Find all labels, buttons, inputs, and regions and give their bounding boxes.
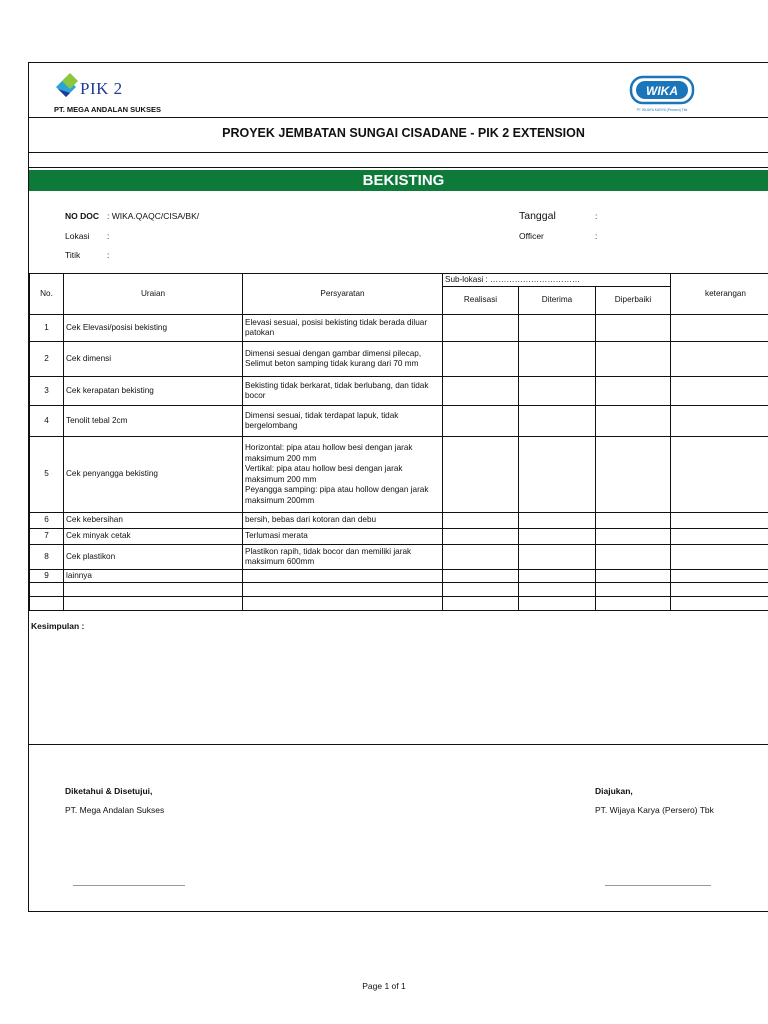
form-frame	[28, 62, 768, 912]
row-persyaratan: Horizontal: pipa atau hollow besi dengan jarak maksimum 200 mm Vertikal: pipa atau hollow besi dengan jarak maksimum 200 mm Peyangga samping: pipa atau hollow dengan jarak maksimum 200mm	[243, 437, 443, 513]
form-title-bar: BEKISTING	[29, 170, 768, 191]
row-keterangan-cell[interactable]	[671, 315, 768, 342]
row-persyaratan: Dimensi sesuai dengan gambar dimensi pilecap, Selimut beton samping tidak kurang dari 70 mm	[243, 342, 443, 377]
row-diperbaiki-cell[interactable]	[596, 570, 671, 583]
row-diterima-cell[interactable]	[519, 513, 596, 529]
row-no: 7	[30, 529, 64, 545]
company-left-name: PT. MEGA ANDALAN SUKSES	[54, 105, 161, 114]
row-uraian: Tenolit tebal 2cm	[64, 406, 243, 437]
row-persyaratan: Elevasi sesuai, posisi bekisting tidak berada diluar patokan	[243, 315, 443, 342]
row-realisasi-cell[interactable]	[443, 437, 519, 513]
row-no: 1	[30, 315, 64, 342]
header-diperbaiki: Diperbaiki	[596, 287, 671, 315]
row-diterima-cell[interactable]	[519, 545, 596, 570]
row-persyaratan: Terlumasi merata	[243, 529, 443, 545]
divider	[29, 167, 768, 168]
row-diterima-cell[interactable]	[519, 570, 596, 583]
row-diperbaiki-cell[interactable]	[596, 545, 671, 570]
row-uraian: Cek kebersihan	[64, 513, 243, 529]
table-row	[30, 342, 768, 377]
checklist-table	[29, 273, 768, 611]
row-diperbaiki-cell[interactable]	[596, 437, 671, 513]
row-persyaratan: Dimensi sesuai, tidak terdapat lapuk, tidak bergelombang	[243, 406, 443, 437]
table-row	[30, 513, 768, 529]
table-row	[30, 406, 768, 437]
row-diterima-cell[interactable]	[519, 529, 596, 545]
table-row	[30, 570, 768, 583]
row-diperbaiki-cell[interactable]	[596, 342, 671, 377]
row-diperbaiki-cell[interactable]	[596, 513, 671, 529]
row-realisasi-cell[interactable]	[443, 529, 519, 545]
row-uraian	[64, 583, 243, 597]
row-diterima-cell[interactable]	[519, 342, 596, 377]
officer-value[interactable]: :	[595, 231, 598, 241]
right-signature-title: Diajukan,	[595, 786, 633, 796]
project-title: PROYEK JEMBATAN SUNGAI CISADANE - PIK 2 EXTENSION	[222, 126, 585, 140]
row-persyaratan	[243, 570, 443, 583]
no-doc-value[interactable]: : WIKA.QAQC/CISA/BK/	[107, 211, 200, 221]
table-row	[30, 583, 768, 597]
row-no	[30, 597, 64, 611]
row-persyaratan: Bekisting tidak berkarat, tidak berlubang, dan tidak bocor	[243, 377, 443, 406]
row-uraian: Cek penyangga bekisting	[64, 437, 243, 513]
header-persyaratan: Persyaratan	[243, 274, 443, 315]
table-row	[30, 529, 768, 545]
divider	[29, 152, 768, 153]
lokasi-label: Lokasi	[65, 231, 90, 241]
row-realisasi-cell[interactable]	[443, 545, 519, 570]
right-signature-company: PT. Wijaya Karya (Persero) Tbk	[595, 805, 714, 815]
row-persyaratan	[243, 583, 443, 597]
officer-label: Officer	[519, 231, 544, 241]
row-diterima-cell[interactable]	[519, 406, 596, 437]
page-number: Page 1 of 1	[362, 981, 406, 991]
row-keterangan-cell[interactable]	[671, 583, 768, 597]
row-diperbaiki-cell[interactable]	[596, 406, 671, 437]
row-diterima-cell[interactable]	[519, 377, 596, 406]
row-keterangan-cell[interactable]	[671, 529, 768, 545]
row-uraian: lainnya	[64, 570, 243, 583]
row-diperbaiki-cell[interactable]	[596, 315, 671, 342]
row-keterangan-cell[interactable]	[671, 377, 768, 406]
row-realisasi-cell[interactable]	[443, 406, 519, 437]
row-no: 3	[30, 377, 64, 406]
row-diterima-cell[interactable]	[519, 597, 596, 611]
row-uraian	[64, 597, 243, 611]
wika-logo-text: WIKA	[646, 84, 678, 98]
pik2-logo-text: PIK 2	[80, 79, 123, 98]
row-no: 6	[30, 513, 64, 529]
row-realisasi-cell[interactable]	[443, 513, 519, 529]
table-row	[30, 597, 768, 611]
row-diperbaiki-cell[interactable]	[596, 377, 671, 406]
row-realisasi-cell[interactable]	[443, 570, 519, 583]
row-keterangan-cell[interactable]	[671, 513, 768, 529]
titik-value[interactable]: :	[107, 250, 110, 260]
divider	[29, 744, 768, 745]
row-uraian: Cek dimensi	[64, 342, 243, 377]
header-uraian: Uraian	[64, 274, 243, 315]
wika-logo-subtext: PT WIJAYA KARYA (Persero) Tbk	[636, 108, 688, 112]
row-realisasi-cell[interactable]	[443, 342, 519, 377]
left-signature-company: PT. Mega Andalan Sukses	[65, 805, 165, 815]
row-diterima-cell[interactable]	[519, 315, 596, 342]
row-keterangan-cell[interactable]	[671, 545, 768, 570]
titik-label: Titik	[65, 250, 81, 260]
table-row	[30, 377, 768, 406]
row-uraian: Cek Elevasi/posisi bekisting	[64, 315, 243, 342]
tanggal-value[interactable]: :	[595, 211, 598, 221]
wika-logo-icon	[629, 75, 695, 115]
no-doc-label: NO DOC	[65, 211, 99, 221]
table-row	[30, 545, 768, 570]
row-persyaratan: Plastikon rapih, tidak bocor dan memiliki jarak maksimum 600mm	[243, 545, 443, 570]
header-sublokasi: Sub-lokasi : ……………………………	[443, 274, 671, 287]
table-row	[30, 315, 768, 342]
row-no: 2	[30, 342, 64, 377]
row-keterangan-cell[interactable]	[671, 406, 768, 437]
divider	[29, 117, 768, 118]
left-signature-line[interactable]	[73, 885, 185, 886]
header-diterima: Diterima	[519, 287, 596, 315]
lokasi-value[interactable]: :	[107, 231, 110, 241]
header-no: No.	[30, 274, 64, 315]
row-uraian: Cek plastikon	[64, 545, 243, 570]
table-row	[30, 437, 768, 513]
row-diterima-cell[interactable]	[519, 583, 596, 597]
row-no: 8	[30, 545, 64, 570]
row-realisasi-cell[interactable]	[443, 315, 519, 342]
left-signature-title: Diketahui & Disetujui,	[65, 786, 153, 796]
row-keterangan-cell[interactable]	[671, 437, 768, 513]
row-uraian: Cek kerapatan bekisting	[64, 377, 243, 406]
right-signature-line[interactable]	[605, 885, 711, 886]
row-uraian: Cek minyak cetak	[64, 529, 243, 545]
row-realisasi-cell[interactable]	[443, 377, 519, 406]
header-realisasi: Realisasi	[443, 287, 519, 315]
row-no	[30, 583, 64, 597]
checklist-rows	[30, 315, 768, 611]
wika-logo	[629, 75, 695, 119]
row-diterima-cell[interactable]	[519, 437, 596, 513]
row-diperbaiki-cell[interactable]	[596, 583, 671, 597]
header-keterangan: keterangan	[671, 274, 768, 315]
pik2-logo	[50, 69, 170, 113]
row-no: 4	[30, 406, 64, 437]
row-keterangan-cell[interactable]	[671, 570, 768, 583]
row-persyaratan	[243, 597, 443, 611]
row-diperbaiki-cell[interactable]	[596, 529, 671, 545]
row-no: 5	[30, 437, 64, 513]
tanggal-label: Tanggal	[519, 210, 556, 222]
row-keterangan-cell[interactable]	[671, 597, 768, 611]
row-keterangan-cell[interactable]	[671, 342, 768, 377]
row-realisasi-cell[interactable]	[443, 583, 519, 597]
row-realisasi-cell[interactable]	[443, 597, 519, 611]
row-persyaratan: bersih, bebas dari kotoran dan debu	[243, 513, 443, 529]
row-diperbaiki-cell[interactable]	[596, 597, 671, 611]
row-no: 9	[30, 570, 64, 583]
kesimpulan-label: Kesimpulan :	[31, 621, 85, 631]
